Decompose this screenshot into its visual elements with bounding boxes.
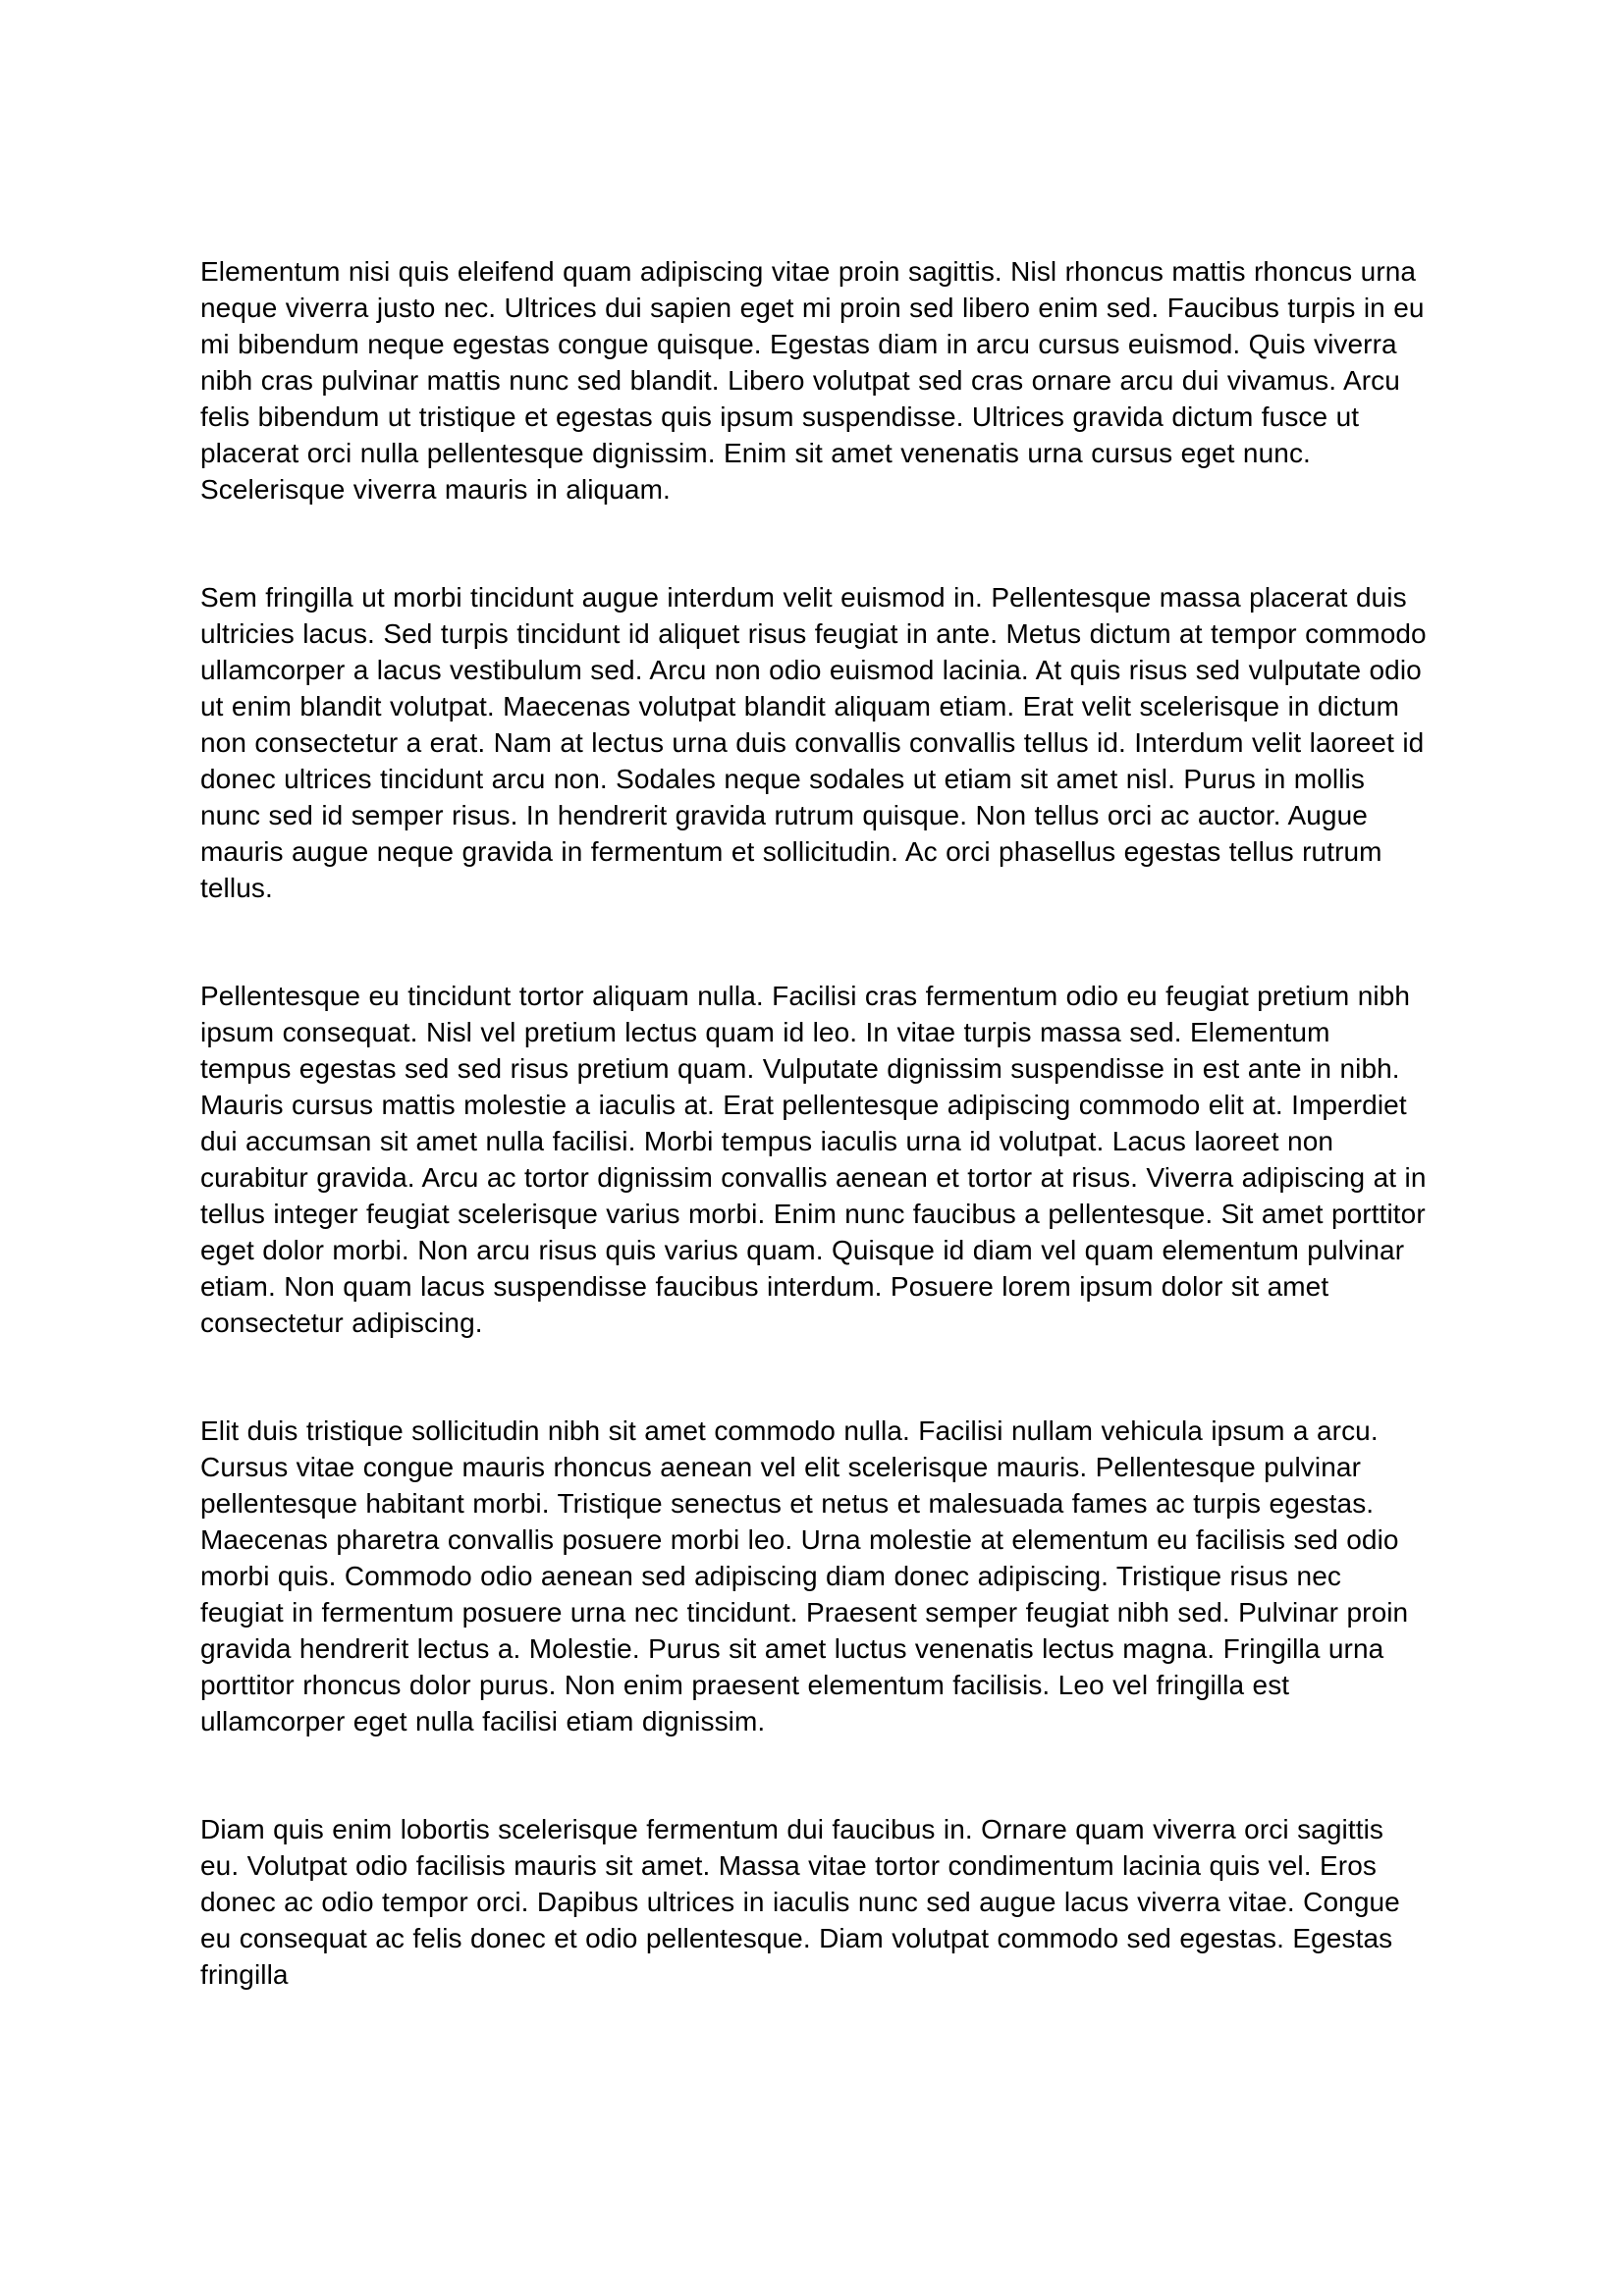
- paragraph: Elementum nisi quis eleifend quam adipiscing vitae proin sagittis. Nisl rhoncus mattis rhoncus urna neque viverra justo nec. Ultrices dui sapien eget mi proin sed libero enim sed. Faucibus turpis in eu mi bibendum neque egestas congue quisque. Egestas diam in arcu cursus euismod. Quis viverra nibh cras pulvinar mattis nunc sed blandit. Libero volutpat sed cras ornare arcu dui vivamus. Arcu felis bibendum ut tristique et egestas quis ipsum suspendisse. Ultrices gravida dictum fusce ut placerat orci nulla pellentesque dignissim. Enim sit amet venenatis urna cursus eget nunc. Scelerisque viverra mauris in aliquam.: [200, 256, 1425, 505]
- paragraph: Diam quis enim lobortis scelerisque fermentum dui faucibus in. Ornare quam viverra orci sagittis eu. Volutpat odio facilisis mauris sit amet. Massa vitae tortor condimentum lacinia quis vel. Eros donec ac odio tempor orci. Dapibus ultrices in iaculis nunc sed augue lacus viverra vitae. Congue eu consequat ac felis donec et odio pellentesque. Diam volutpat commodo sed egestas. Egestas fringilla: [200, 1814, 1400, 1990]
- paragraph: Pellentesque eu tincidunt tortor aliquam nulla. Facilisi cras fermentum odio eu feugiat pretium nibh ipsum consequat. Nisl vel pretium lectus quam id leo. In vitae turpis massa sed. Elementum tempus egestas sed sed risus pretium quam. Vulputate dignissim suspendisse in est ante in nibh. Mauris cursus mattis molestie a iaculis at. Erat pellentesque adipiscing commodo elit at. Imperdiet dui accumsan sit amet nulla facilisi. Morbi tempus iaculis urna id volutpat. Lacus laoreet non curabitur gravida. Arcu ac tortor dignissim convallis aenean et tortor at risus. Viverra adipiscing at in tellus integer feugiat scelerisque varius morbi. Enim nunc faucibus a pellentesque. Sit amet porttitor eget dolor morbi. Non arcu risus quis varius quam. Quisque id diam vel quam elementum pulvinar etiam. Non quam lacus suspendisse faucibus interdum. Posuere lorem ipsum dolor sit amet consectetur adipiscing.: [200, 981, 1427, 1338]
- paragraph: Elit duis tristique sollicitudin nibh sit amet commodo nulla. Facilisi nullam vehicula ipsum a arcu. Cursus vitae congue mauris rhoncus aenean vel elit scelerisque mauris. Pellentesque pulvinar pellentesque habitant morbi. Tristique senectus et netus et malesuada fames ac turpis egestas. Maecenas pharetra convallis posuere morbi leo. Urna molestie at elementum eu facilisis sed odio morbi quis. Commodo odio aenean sed adipiscing diam donec adipiscing. Tristique risus nec feugiat in fermentum posuere urna nec tincidunt. Praesent semper feugiat nibh sed. Pulvinar proin gravida hendrerit lectus a. Molestie. Purus sit amet luctus venenatis lectus magna. Fringilla urna porttitor rhoncus dolor purus. Non enim praesent elementum facilisis. Leo vel fringilla est ullamcorper eget nulla facilisi etiam dignissim.: [200, 1415, 1409, 1736]
- paragraph: Sem fringilla ut morbi tincidunt augue interdum velit euismod in. Pellentesque massa placerat duis ultricies lacus. Sed turpis tincidunt id aliquet risus feugiat in ante. Metus dictum at tempor commodo ullamcorper a lacus vestibulum sed. Arcu non odio euismod lacinia. At quis risus sed vulputate odio ut enim blandit volutpat. Maecenas volutpat blandit aliquam etiam. Erat velit scelerisque in dictum non consectetur a erat. Nam at lectus urna duis convallis convallis tellus id. Interdum velit laoreet id donec ultrices tincidunt arcu non. Sodales neque sodales ut etiam sit amet nisl. Purus in mollis nunc sed id semper risus. In hendrerit gravida rutrum quisque. Non tellus orci ac auctor. Augue mauris augue neque gravida in fermentum et sollicitudin. Ac orci phasellus egestas tellus rutrum tellus.: [200, 582, 1427, 903]
- document-body: [200, 253, 1428, 1993]
